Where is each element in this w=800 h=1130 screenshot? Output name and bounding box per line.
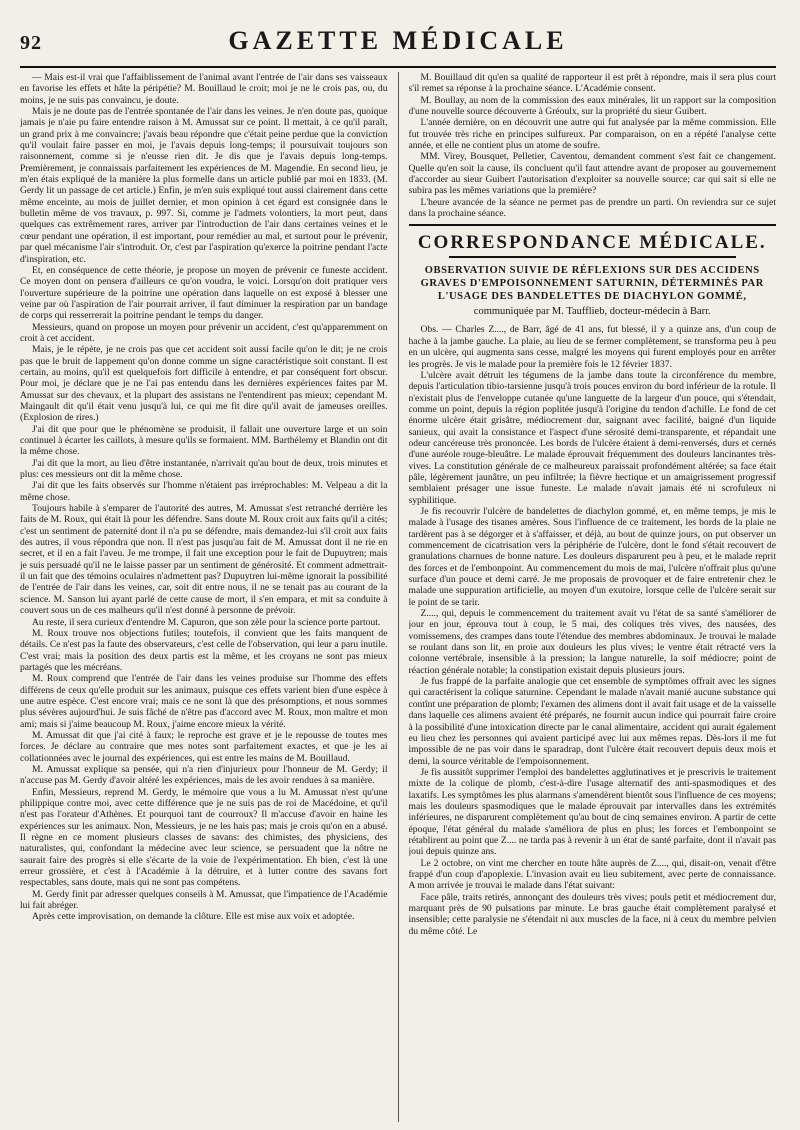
academy-session-end <box>409 72 777 226</box>
paragraph: MM. Virey, Bousquet, Pelletier, Caventou, demandent comment s'est fait ce changement. Quelle qu'en soit la cause, ils concluent qu'il faut attendre avant de proposer au gouvernement d'accorder au sieur Guibert l'autorisation d'exploiter sa nouvelle source; car qui sait si elle ne subira pas les mêmes variations que la première? <box>408 151 776 197</box>
paragraph: Je fus frappé de la parfaite analogie que cet ensemble de symptômes offrait avec les signes qui caractérisent la colique saturnine. Cependant le malade n'avait manié aucune substance qui contînt une préparation de plomb; l'examen des alimens dont il avait fait usage et de la vaisselle dans laquelle ces alimens avaient été préparés, ne fournit aucun indice qui pourrait faire croire à la possibilité d'une intoxication directe par le canal alimentaire, accident qui aurait également eu lieu chez les personnes qui avaient participé avec lui aux mêmes repas. Dès-lors il me fut impossible de ne pas voir dans le sparadrap, dont l'ulcère était recouvert depuis deux mois et demi, la source véritable de l'empoisonnement. <box>408 676 776 767</box>
article-byline: communiquée par M. Taufflieb, docteur-médecin à Barr. <box>473 306 711 318</box>
paragraph: L'ulcère avait détruit les tégumens de la jambe dans toute la circonférence du membre, depuis l'articulation tibio-tarsienne jusqu'à trois pouces environ du bord inférieur de la rotule. Il n'existait plus de l'enveloppe cutanée qu'une languette de la largeur d'un pouce, qui s'étendait, comme un point, depuis la région poplitée jusqu'à l'origine du tendon d'achille. Le fond de cet énorme ulcère était grisâtre, médiocrement dur, saignant avec facilité, baigné d'un liquide sanieux, qui avait la consistance et l'aspect d'une sérosité demi-transparente, et répandait une odeur cancéreuse très prononcée. Les bords de l'ulcère étaient à demi-renversés, durs et cernés d'une auréole rouge-bleuâtre. Le malade éprouvait fréquemment des douleurs lancinantes très-vives. La constitution générale de ce malheureux paraissait profondément altérée; sa face était pâle, légèrement jaunâtre, un peu infiltrée; la fièvre hectique et un amaigrissement progressif semblaient présager une issue funeste. Le malade n'avait jamais été ni scrofuleux ni syphilitique. <box>408 369 776 506</box>
paragraph: M. Gerdy finit par adresser quelques conseils à M. Amussat, que l'impatience de l'Académie lui fait abréger. <box>20 888 388 912</box>
paragraph: J'ai dit que les faits observés sur l'homme n'étaient pas irréprochables: M. Velpeau a dit la même chose. <box>20 480 388 503</box>
paragraph: J'ai dit que pour que le phénomène se produisit, il fallait une ouverture large et un soin continuel à écarter les caillots, à mesure qu'ils se formaient. MM. Barthélemy et Blandin ont dit la même chose. <box>20 423 388 458</box>
page-header <box>20 26 776 68</box>
page-number: 92 <box>20 32 42 54</box>
paragraph: Toujours habile à s'emparer de l'autorité des autres, M. Amussat s'est retranché derrière les faits de M. Roux, qui était là pour les défendre. Sans doute M. Roux croit aux faits qu'il a cités; c'est un sentiment de paternité dont il n'a pu se défendre, mais demandez-lui s'il croit aux faits des autres, il vous répondra que non. Il n'est pas jusqu'au fait de M. Amussat dont il ne rie en secret, et il en a fait l'aveu. Je me trompe, il fait une exception pour le fait de Dupuytren; mais je suis persuadé qu'il ne le laisse passer par un sentiment de générosité. Et comment admettrait-il un fait que des témoins oculaires n'admettent pas? Dupuytren lui-même ignorait la possibilité de l'entrée de l'air dans les veines, car, soit dit entre nous, il ne se tenait pas au courant de la science. M. Sanson lui ayant parlé de cette cause de mort, il s'en empara, et mit sa conduite à couvert sous un de ces malheurs qu'il n'est donné à personne de prévoir. <box>20 503 388 617</box>
article-title: OBSERVATION SUIVIE DE RÉFLEXIONS SUR DES ACCIDENS GRAVES D'EMPOISONNEMENT SATURNIN, DÉTERMINÉS PAR L'USAGE DES BANDELETTES DE DIACHYLON GOMMÉ, <box>420 265 764 303</box>
left-column <box>20 72 388 1122</box>
paragraph: Z...., qui, depuis le commencement du traitement avait vu l'état de sa santé s'améliorer de jour en jour, éprouva tout à coup, le 5 mai, des coliques très vives, des nausées, des vomissemens, des crampes dans toute l'étendue des membres abdominaux. Je trouvai le malade se roulant dans son lit, en proie aux douleurs les plus vives; le ventre était rétracté vers la colonne vertébrale, insensible à la pression; la langue naturelle, la soif médiocre; point de réaction générale notable; la constipation existait depuis plusieurs jours. <box>408 608 776 676</box>
paragraph: Mais je ne doute pas de l'entrée spontanée de l'air dans les veines. Je n'en doute pas, quoique jamais je n'aie pu faire entendre raison à M. Amussat sur ce point. Il mettait, à ce qu'il paraît, un grand prix à me convaincre; j'avais beau répondre que c'était peine perdue que la conviction qu'il voulait faire passer en moi, je l'avais depuis long-temps; il poursuivait toujours son raisonnement, comme si je n'eusse rien dit. Je dis que je l'avais depuis long-temps. Premièrement, je connaissais parfaitement les expériences de M. Magendie. En second lieu, je m'en étais expliqué de la manière la plus formelle dans un article publié par moi en 1833. (M. Gerdy lit un passage de cet article.) Enfin, je m'en suis expliqué tout aussi clairement dans cette même enceinte, au mois de juillet dernier, et mon opinion à cet égard est consignée dans le bulletin même de vos travaux, p. 997. Si, comme je l'admets volontiers, la mort peut, dans quelques cas extrêmement rares, arriver par l'introduction de l'air dans certaines veines et le cœur pendant une opération, il est important, pour remédier au mal, et surtout pour le prévenir, par quel mécanisme l'air s'introduit. Or, c'est par l'aspiration qu'exerce la poitrine pendant l'acte d'inspiration, etc. <box>20 106 388 265</box>
paragraph: Messieurs, quand on propose un moyen pour prévenir un accident, c'est qu'apparemment on croit à cet accident. <box>20 321 388 344</box>
paragraph: M. Amussat explique sa pensée, qui n'a rien d'injurieux pour l'honneur de M. Gerdy; il n'accuse pas M. Gerdy d'avoir altéré les expériences, mais de les avoir rendues à sa manière. <box>20 763 388 787</box>
paragraph: M. Roux comprend que l'entrée de l'air dans les veines produise sur l'homme des effets différens de ceux qu'elle produit sur les animaux, puisque ces effets varient bien d'une espèce à une autre espèce. C'est encore vrai; mais ce ne sont là que des présomptions, et nous sommes plus sévères aujourd'hui. Je suis fâché de n'être pas d'accord avec M. Roux, mon maître et mon ami; mais si j'aime beaucoup M. Roux, j'aime encore mieux la vérité. <box>20 673 388 730</box>
paragraph: J'ai dit que la mort, au lieu d'être instantanée, n'arrivait qu'au bout de deux, trois minutes et plus: ces messieurs ont dit la même chose. <box>20 457 388 481</box>
paragraph: Après cette improvisation, on demande la clôture. Elle est mise aux voix et adoptée. <box>32 911 355 923</box>
two-column-body <box>20 72 776 1122</box>
paragraph: M. Amussat dit que j'ai cité à faux; le reproche est grave et je le repousse de toutes mes forces. Je déclare au contraire que mes notes sont parfaitement exactes, et que je les ai collationnées avec le journal des expériences, qui est entre les mains de M. Bouillaud. <box>20 729 388 764</box>
paragraph: Enfin, Messieurs, reprend M. Gerdy, le mémoire que vous a lu M. Amussat n'est qu'une philippique contre moi, avec cette différence que je ne suis pas de roi de Macédoine, et qu'il n'est pas l'orateur d'Athènes. Et pourquoi tant de courroux? Il m'accuse d'avoir en haine les expériences sur les animaux. Non, Messieurs, je ne les hais pas; mais je crois qu'on en a abusé. Il règne en ce moment plusieurs classes de savans: des chimistes, des physiciens, des naturalistes, qui, confondant la médecine avec leur science, se persuadent que la nôtre ne saurait faire des progrès si elle s'écarte de la voie de l'expérimentation. Eh bien, c'est là une erreur grossière, et c'est à l'Académie à la détruire, et à lutter contre des savans fort respectables, sans doute, mais qui ne sont pas compétens. <box>20 786 388 889</box>
paragraph: Au reste, il sera curieux d'entendre M. Capuron, que son zèle pour la science porte partout. <box>32 616 381 628</box>
paragraph: Je fis aussitôt supprimer l'emploi des bandelettes agglutinatives et je prescrivis le traitement mixte de la colique de plomb, c'est-à-dire l'usage alternatif des anti-spasmodiques et des laxatifs. Les symptômes les plus alarmans s'amendèrent bientôt sous l'influence de ces moyens; mais les douleurs spasmodiques que le malade éprouvait par intervalles dans les extrémités inférieures, ne disparurent complètement qu'au bout de cinq semaines environ. A partir de cette époque, l'état général du malade s'améliora de plus en plus; les forces et l'embonpoint se rétablirent au point que Z.... ne tarda pas à revenir à un état de santé parfaite, dont il n'avait pas joui depuis quinze ans. <box>408 766 776 858</box>
paragraph: Le 2 octobre, on vint me chercher en toute hâte auprès de Z...., qui, disait-on, venait d'être frappé d'un coup d'apoplexie. L'invasion avait eu lieu subitement, avec perte de connaissance. A mon arrivée je trouvai le malade dans l'état suivant: <box>408 857 776 892</box>
paragraph: Obs. — Charles Z...., de Barr, âgé de 41 ans, fut blessé, il y a quinze ans, d'un coup de hache à la jambe gauche. La plaie, au lieu de se fermer complètement, se transforma peu à peu en un ulcère, qui augmenta sans cesse, malgré les moyens qui furent employés pour en arrêter les progrès. Je vis le malade pour la première fois le 12 février 1837. <box>408 324 776 370</box>
paragraph: L'heure avancée de la séance ne permet pas de prendre un parti. On reviendra sur ce sujet dans la prochaine séance. <box>408 196 776 220</box>
paragraph: M. Boullay, au nom de la commission des eaux minérales, lit un rapport sur la composition d'une nouvelle source découverte à Gréoulx, sur la propriété du sieur Guibert. <box>408 94 776 118</box>
paragraph: Et, en conséquence de cette théorie, je propose un moyen de prévenir ce funeste accident. Ce moyen dont on pensera d'ailleurs ce qu'on voudra, le voici. Lorsqu'on doit pratiquer vers l'ouverture supérieure de la poitrine une opération dans laquelle on est exposé à blesser une veine par où l'aspiration de l'air pourrait arriver, il faut diminuer la respiration par un bandage de corps qui resserrerait la poitrine pendant le temps du danger. <box>20 264 388 322</box>
column-divider <box>398 72 399 1122</box>
paragraph: L'année dernière, on en découvrit une autre qui fut analysée par la même commission. Elle fut trouvée très riche en principes sulfureux. Par comparaison, on en a répété l'analyse cette année, et elle ne contient plus un atome de soufre. <box>408 117 776 152</box>
paragraph: Mais, je le répète, je ne crois pas que cet accident soit aussi facile qu'on le dit; je ne crois pas que le bruit de lappement qu'on donne comme un signe caractéristique soit constant. Il est certain, au moins, qu'il est quelquefois fort difficile à entendre, et par conséquent fort obscur. Pour moi, je déclare que je ne l'ai pas entendu dans les dernières expériences faites par M. Amussat sur des chevaux, et la plupart des assistans ne l'entendirent pas mieux; cependant M. Maingault dit qu'il était venu jusqu'à lui, ce qui me fit dire qu'il avait de jameuses oreilles. (Explosion de rires.) <box>20 344 388 424</box>
right-column <box>409 72 777 1122</box>
section-rule <box>449 256 737 258</box>
paragraph: Face pâle, traits retirés, annonçant des douleurs très vives; pouls petit et médiocrement dur, marquant près de 90 pulsations par minute. Le bras gauche était complètement paralysé et insensible; cette paralysie ne s'étendait ni aux muscles de la face, ni à ceux du membre pelvien du même côté. Le <box>408 891 776 937</box>
paragraph: M. Bouillaud dit qu'en sa qualité de rapporteur il est prêt à répondre, mais il sera plus court s'il remet sa réponse à la prochaine séance. L'Académie consent. <box>408 72 776 95</box>
paragraph: M. Roux trouve nos objections futiles; toutefois, il convient que les faits manquent de détails. Ce n'est pas la faute des observateurs, c'est celle de l'observation, qui leur a paru inutile. C'est vrai; mais la position des deux partis est la même, et les croyans ne sont pas mieux partagés que les mécréans. <box>20 627 388 673</box>
article-body <box>409 324 777 937</box>
paragraph: Je fis recouvrir l'ulcère de bandelettes de diachylon gommé, et, en même temps, je mis le malade à l'usage des tisanes amères. Sous l'influence de ce traitement, les bords de la plaie ne tardèrent pas à se dégorger et à s'affaisser, et déjà, au bout de quinze jours, on put observer un commencement de cicatrisation vers la périphérie de l'ulcère, dont le fond s'était recouvert de granulations charnues de bonne nature. Les douleurs disparurent peu à peu, et le malade reprit des forces et de l'embonpoint. Au commencement du mois de mai, l'ulcère n'offrait plus qu'une surface d'un pouce et demi carré. Je me proposais de provoquer et de faire entretenir chez le malade une suppuration artificielle, au moyen d'un exutoire, lorsque celle de l'ulcère serait sur le point de se tarir. <box>408 505 776 608</box>
paragraph: — Mais est-il vrai que l'affaiblissement de l'animal avant l'entrée de l'air dans ses vaisseaux en favorise les effets et hâte la péripétie? M. Bouillaud le croit; moi je ne le crois pas, ou, du moins, je ne suis pas convaincu, je doute. <box>20 72 388 106</box>
journal-title: GAZETTE MÉDICALE <box>228 26 568 55</box>
section-title: CORRESPONDANCE MÉDICALE. <box>417 232 767 254</box>
